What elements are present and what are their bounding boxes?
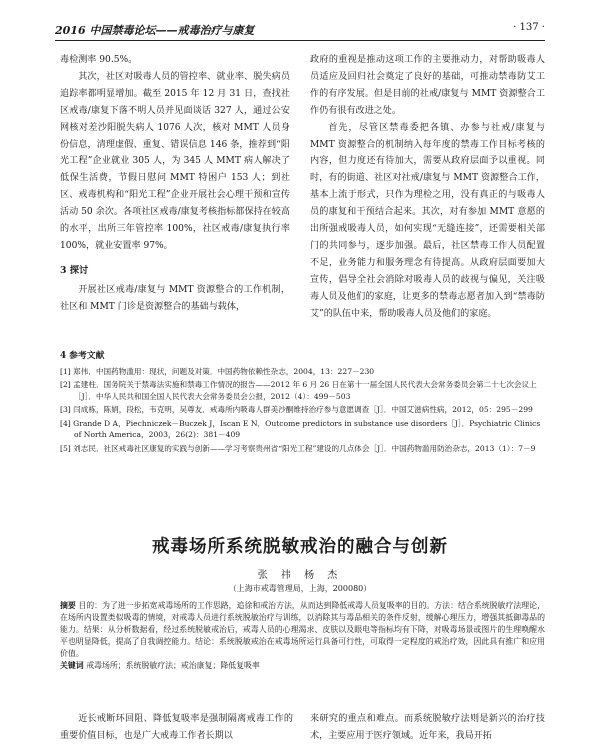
body-right-column bbox=[310, 711, 545, 745]
page-number: · 137 · bbox=[513, 22, 545, 33]
references bbox=[60, 351, 545, 456]
left-column bbox=[60, 52, 290, 316]
reference-item: [4] Grande D A，Piechniczek－Buczek J，Iscan E N．Outcome predictors in substance use disorders［J］．Psychiatric Clinics of North America，2003，26(2)：381－409 bbox=[60, 418, 541, 439]
paragraph: 其次，社区对吸毒人员的管控率、就业率、脱失病员追踪率都明显增加。截至 2015 年 12 月 31 日，查找社区戒毒/康复下落不明人员并见面谈话 327 人，通过公安网核对差沙阳脱失病人 1076 人次，核对 MMT 人员身份信息，清理虚假、重复、错误信息 146 条，推荐到“阳光工程”企业就业 305 人，为 345 人 MMT 病人解决了低保生活费，节假日慰问 MMT 特困户 153 人；到社区、戒毒机构和“阳光工程”企业开展社会心理干预和宣传活动 50 余次。各项社区戒毒/康复考核指标都保持在较高的水平，出所三年管控率 100%，社区戒毒/康复执行率 100%，就业安置率 97%。 bbox=[60, 71, 290, 251]
keywords-text: 戒毒场所；系统脱敏疗法；戒治康复；降低复吸率 bbox=[86, 661, 260, 670]
references-heading: 4 参考文献 bbox=[60, 351, 105, 361]
article-authors: 张 祎 杨 杰 bbox=[257, 570, 343, 581]
section-heading: 3 探讨 bbox=[60, 264, 89, 276]
abstract-label: 摘要 bbox=[60, 601, 76, 610]
article-title: 戒毒场所系统脱敏戒治的融合与创新 bbox=[152, 537, 448, 557]
reference-item: [1] 郑伟．中国药物滥用：现状，问题及对策．中国药物依赖性杂志，2004，13：227－230 bbox=[60, 366, 375, 376]
paragraph: 毒检测率 90.5%。 bbox=[60, 55, 138, 65]
article-affiliation: （上海市戒毒管理局，上海，200080） bbox=[228, 584, 372, 593]
running-header bbox=[55, 22, 545, 38]
reference-item: [2] 孟建柱．国务院关于禁毒法实施和禁毒工作情况的报告——2012 年 6 月 26 日在第十一届全国人民代表大会常务委员会第二十七次会议上［J］．中华人民共和国全国人民代表大会常务委员会公报，2012（4）：499－503 bbox=[60, 380, 537, 401]
paragraph: 近长戒断环回阻、降低复吸率是强制隔离戒毒工作的重要价值目标，也是广大戒毒工作者长期以 bbox=[60, 714, 293, 741]
abstract bbox=[60, 600, 545, 672]
reference-item: [5] 刘志民．社区戒毒社区康复的实践与创新——学习考察贵州省“阳光工程”建设的几点体会［J］．中国药物滥用防治杂志，2013（1）：7－9 bbox=[60, 443, 536, 453]
paragraph: 首先，尽管区禁毒委把各镇、办参与社戒/康复与 MMT 资源整合的机制纳入每年度的禁毒工作目标考核的内容，但力度还有待加大，需要从政府层面予以重视。同时，有的街道、社区对社戒/康复与 MMT 资源整合工作，基本上流于形式，只作为理检之用，没有真正的与吸毒人员的康复和干预结合起来。其次，对有参加 MMT 意愿的出所强戒吸毒人员，如何实现“无缝连接”，还需要相关部门的共同参与，逐步加强。最后，社区禁毒工作人员配置不足，业务能力和服务理念有待提高。从政府层面要加大宣传，倡导全社会消除对吸毒人员的歧视与偏见，关注吸毒人员及他们的家庭，让更多的禁毒志愿者加入到“禁毒防艾”的队伍中来，帮助吸毒人员及他们的家庭。 bbox=[310, 122, 545, 319]
reference-item: [3] 闫成栋，陈娟，段松，韦克明，吴尊友．戒毒所内吸毒人群美沙酮维持治疗参与意愿调查［J］．中国艾滋病性病，2012，05：295－299 bbox=[60, 405, 533, 414]
header-rule bbox=[55, 40, 545, 41]
paragraph: 开展社区戒毒/康复与 MMT 资源整合的工作机制，社区和 MMT 门诊是资源整合的基础与载体， bbox=[60, 284, 290, 312]
paragraph: 政府的重视是推动这项工作的主要推动力，对帮助吸毒人员适应及回归社会奠定了良好的基础，可推动禁毒防艾工作的有序发展。但是目前的社戒/康复与 MMT 资源整合工作仍有很有改进之处。 bbox=[310, 55, 545, 116]
keywords-label: 关键词 bbox=[60, 661, 84, 670]
paragraph: 来研究的重点和难点。而系统脱敏疗法则是新兴的治疗技术，主要应用于医疗领域。近年来，我局开拓 bbox=[310, 714, 545, 741]
abstract-text: 目的：为了进一步拓宽戒毒场所的工作思路，追徐和戒治方法，从而达到降低戒毒人员复吸率的目的。方法：结合系统脱敏疗法理论，在场所内设置类似吸毒的情境，对戒毒人员进行系统脱敏治疗与训练，以消除其与毒品相关的条件反射，缓解心理压力，增强其抵御毒品的能力。结果：从分析数据看，经过系统脱敏戒治后，戒毒人员的心理渴求、皮肤以及眼电等指标均有下降，对吸毒场景或图片的生理唤醒水平也明显降低，提高了自我调控能力。结论：系统脱敏戒治在戒毒场所运行具备可行性，可取得一定程度的戒治疗效，因此具有推广和应用价值。 bbox=[60, 601, 545, 658]
right-column bbox=[310, 52, 545, 323]
journal-title: 2016 中国禁毒论坛——戒毒治疗与康复 bbox=[55, 24, 255, 37]
body-left-column bbox=[60, 711, 293, 745]
